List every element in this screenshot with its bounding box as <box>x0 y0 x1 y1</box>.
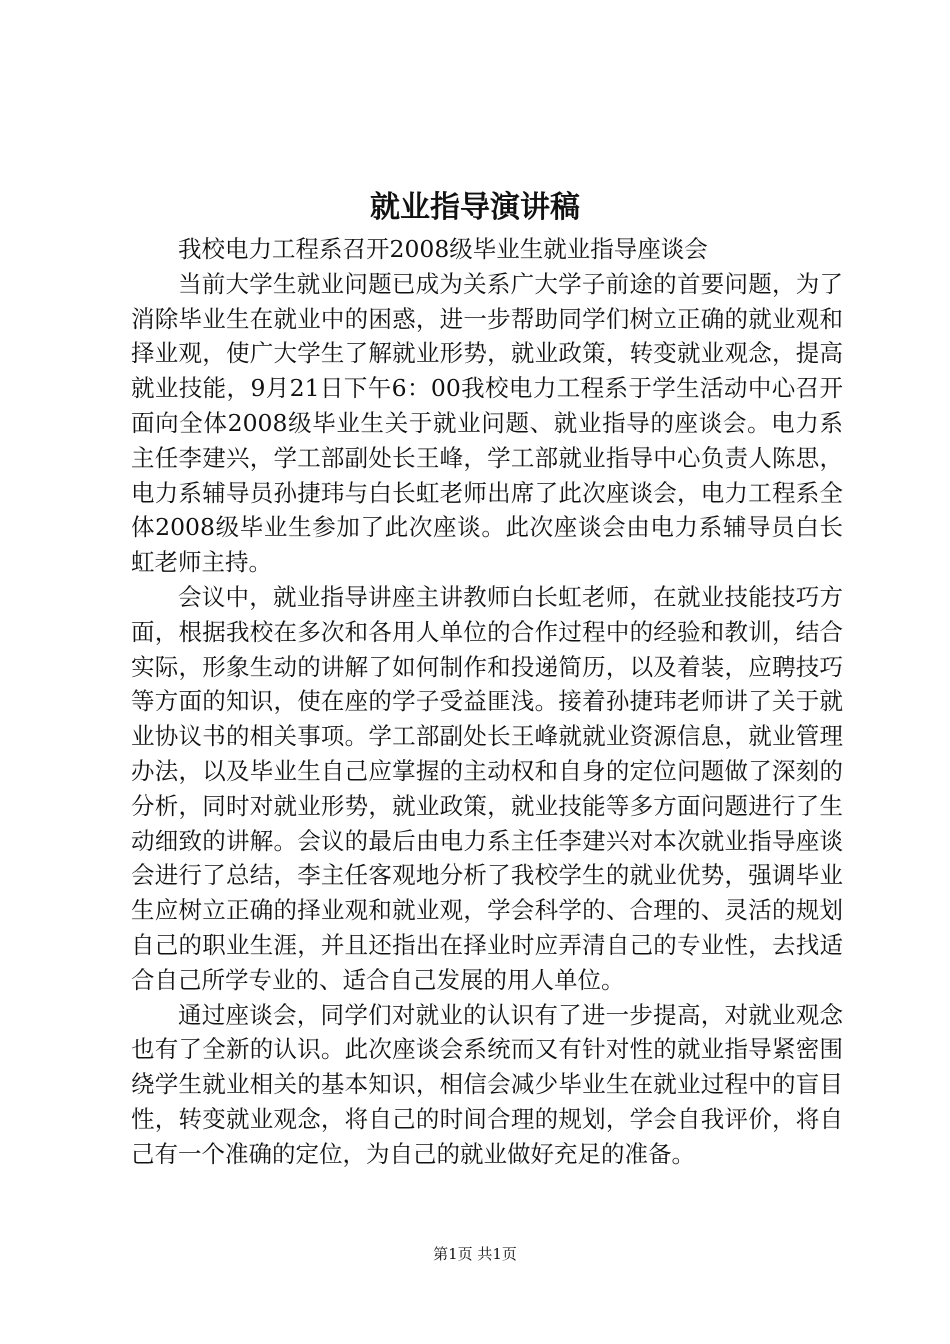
paragraph-subtitle: 我校电力工程系召开2008级毕业生就业指导座谈会 <box>178 235 708 263</box>
document-title: 就业指导演讲稿 <box>370 190 580 225</box>
page-footer: 第1页 共1页 <box>433 1245 517 1263</box>
paragraph-meeting: 会议中，就业指导讲座主讲教师白长虹老师，在就业技能技巧方面，根据我校在多次和各用人单位的合作过程中的经验和教训，结合实际，形象生动的讲解了如何制作和投递简历，以及着装，应聘技巧等方面的知识，使在座的学子受益匪浅。接着孙捷玮老师讲了关于就业协议书的相关事项。学工部副处长王峰就就业资源信息，就业管理办法，以及毕业生自己应掌握的主动权和自身的定位问题做了深刻的分析，同时对就业形势，就业政策，就业技能等多方面问题进行了生动细致的讲解。会议的最后由电力系主任李建兴对本次就业指导座谈会进行了总结，李主任客观地分析了我校学生的就业优势，强调毕业生应树立正确的择业观和就业观，学会科学的、合理的、灵活的规划自己的职业生涯，并且还指出在择业时应弄清自己的专业性，去找适合自己所学专业的、适合自己发展的用人单位。 <box>131 582 843 994</box>
document-body <box>131 232 843 1172</box>
paragraph-intro: 当前大学生就业问题已成为关系广大学子前途的首要问题，为了消除毕业生在就业中的困惑，进一步帮助同学们树立正确的就业观和择业观，使广大学生了解就业形势，就业政策，转变就业观念，提高就业技能，9月21日下午6：00我校电力工程系于学生活动中心召开面向全体2008级毕业生关于就业问题、就业指导的座谈会。电力系主任李建兴，学工部副处长王峰，学工部就业指导中心负责人陈思，电力系辅导员孙捷玮与白长虹老师出席了此次座谈会，电力工程系全体2008级毕业生参加了此次座谈。此次座谈会由电力系辅导员白长虹老师主持。 <box>131 269 843 577</box>
paragraph-conclusion: 通过座谈会，同学们对就业的认识有了进一步提高，对就业观念也有了全新的认识。此次座谈会系统而又有针对性的就业指导紧密围绕学生就业相关的基本知识，相信会减少毕业生在就业过程中的盲目性，转变就业观念，将自己的时间合理的规划，学会自我评价，将自己有一个准确的定位，为自己的就业做好充足的准备。 <box>131 1000 843 1168</box>
